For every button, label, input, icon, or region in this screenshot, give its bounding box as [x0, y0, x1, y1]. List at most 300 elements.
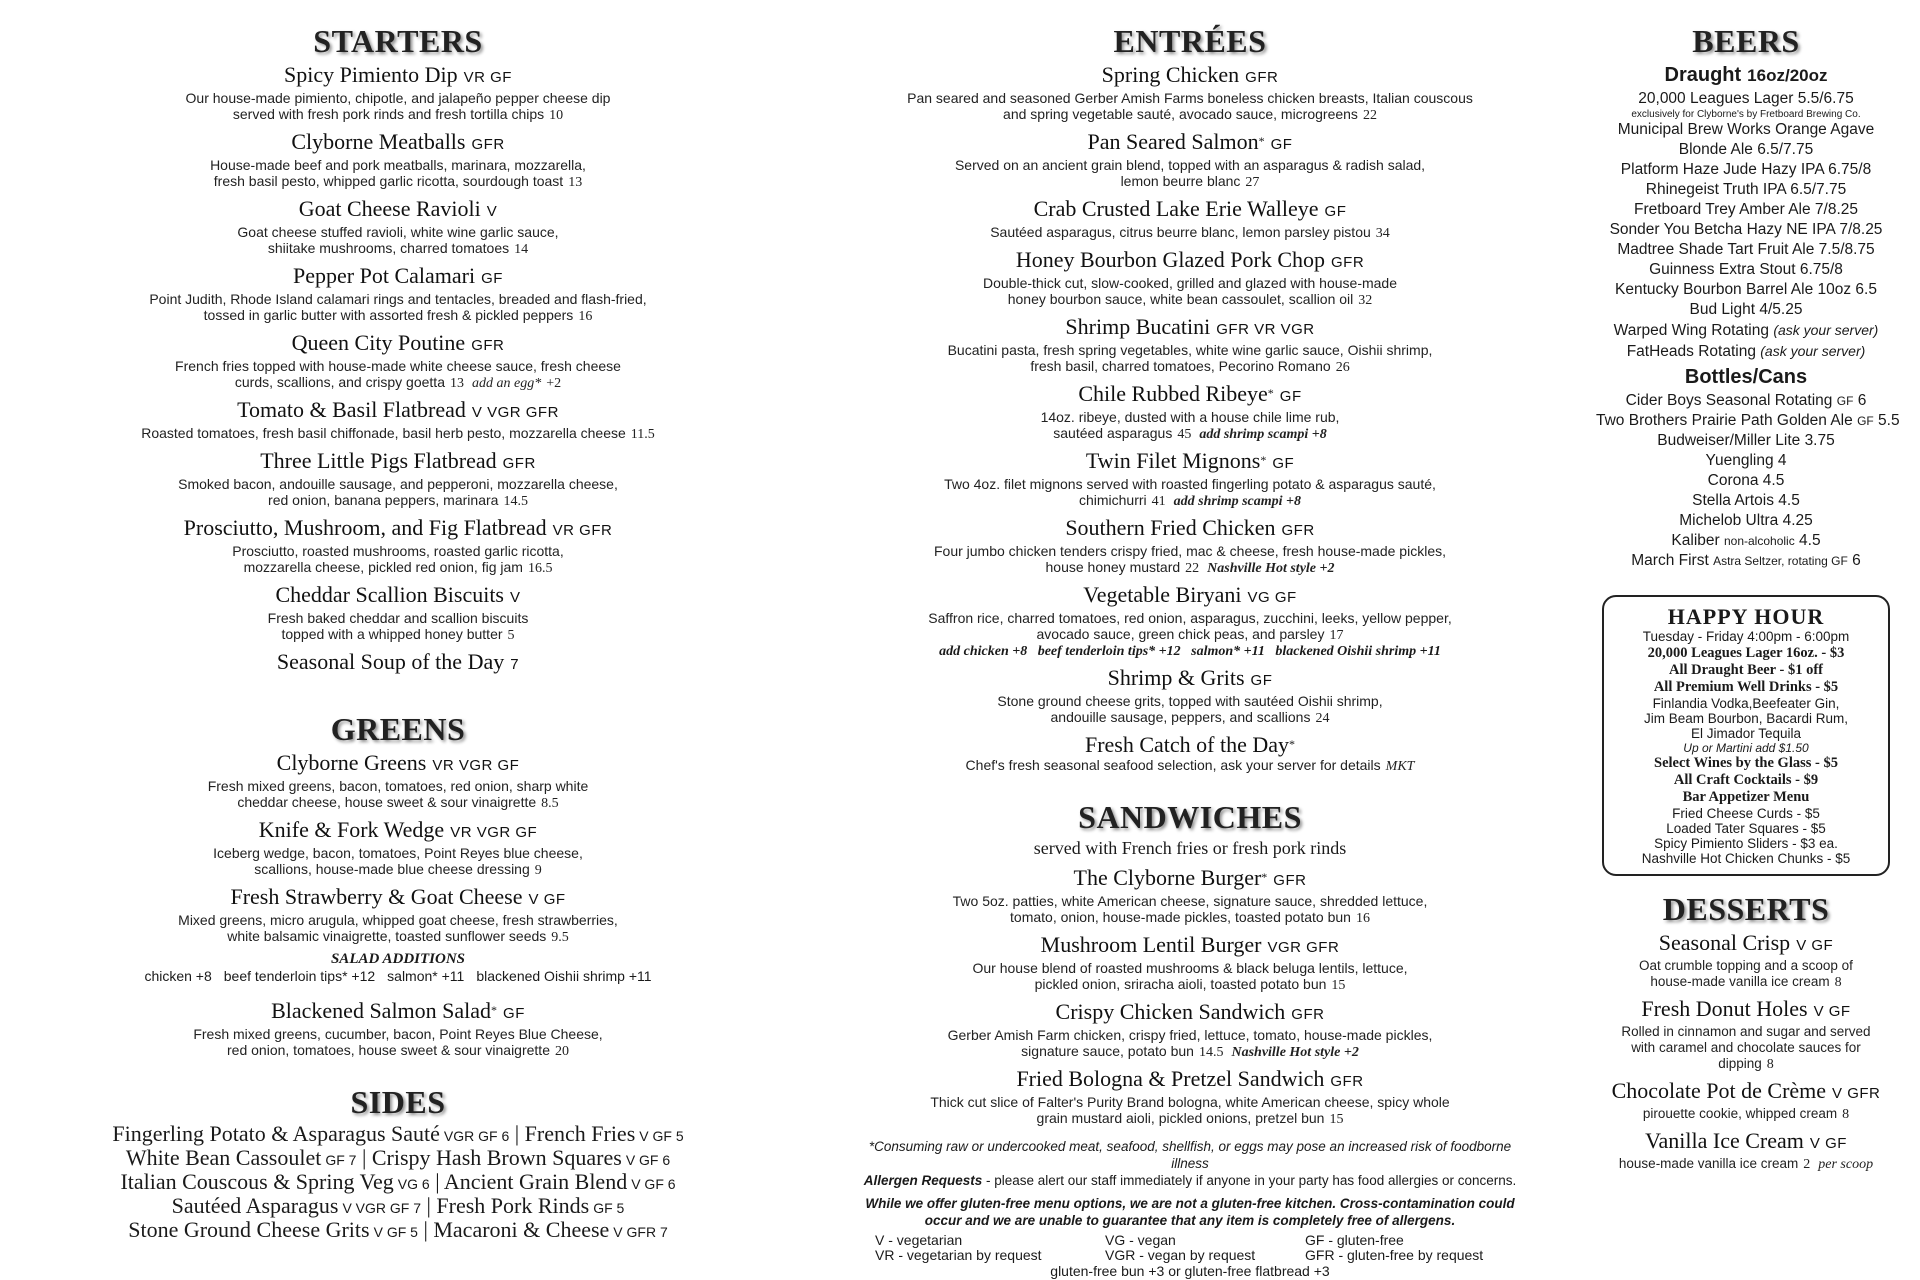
item-description [860, 492, 1520, 510]
beers-heading: BEERS [1692, 23, 1800, 59]
item-price: 5 [507, 628, 515, 643]
item-title: Tomato & Basil Flatbread [237, 397, 466, 422]
beer-name: Bud Light 4/5.25 [1689, 301, 1803, 318]
asterisk: * [1260, 453, 1267, 467]
item-name [860, 1066, 1520, 1094]
dietary-tags: V GF [1809, 1135, 1847, 1152]
item-price: 16 [578, 309, 593, 324]
beer-name: Platform Haze Jude Hazy IPA 6.75/8 [1620, 161, 1872, 178]
dietary-tags: V GF [528, 891, 566, 908]
description-text: Goat cheese stuffed ravioli, white wine garlic sauce, [237, 224, 559, 240]
description-text: topped with a whipped honey butter [281, 626, 503, 642]
description-text: cheddar cheese, house sweet & sour vinaigrette [237, 794, 537, 810]
menu-item [60, 750, 736, 812]
item-description [860, 610, 1520, 626]
menu-item [860, 381, 1520, 443]
item-price: 8.5 [541, 796, 559, 811]
draught-heading [1596, 64, 1896, 87]
item-description [60, 106, 736, 124]
item-title: Knife & Fork Wedge [258, 817, 445, 842]
dietary-tags: GF [1250, 672, 1273, 689]
beer-subnote: exclusively for Clyborne's by Fretboard Brewing Co. [1631, 109, 1861, 120]
raw-food-warning: *Consuming raw or undercooked meat, seafood, shellfish, or eggs may pose an increased risk of foodborne illness [868, 1139, 1512, 1171]
allergen-label: Allergen Requests [863, 1173, 983, 1188]
salad-addition: beef tenderloin tips* +12 [223, 968, 376, 984]
menu-item [860, 448, 1520, 510]
item-description [60, 543, 736, 559]
item-name [860, 932, 1520, 960]
dietary-tags: GF [481, 270, 503, 287]
bottles-heading: Bottles/Cans [1684, 366, 1808, 388]
item-name [60, 884, 736, 912]
item-title: Fried Bologna & Pretzel Sandwich [1016, 1066, 1325, 1091]
divider: | [356, 1145, 372, 1170]
draught-label: Draught [1664, 64, 1742, 86]
description-text: tossed in garlic butter with assorted fresh & pickled peppers [203, 307, 574, 323]
greens-heading: GREENS [330, 711, 466, 747]
description-text: Two 5oz. patties, white American cheese, signature sauce, shredded lettuce, [952, 893, 1428, 909]
item-price: 14 [514, 242, 529, 257]
item-title: Fresh Strawberry & Goat Cheese [230, 884, 523, 909]
bottle-note: GF [1836, 394, 1854, 408]
bottle-name: Stella Artois [1692, 492, 1774, 509]
gluten-free-options: gluten-free bun +3 or gluten-free flatbread +3 [1050, 1263, 1330, 1279]
dietary-tags: V GFR [1832, 1085, 1881, 1102]
menu-item [860, 932, 1520, 994]
item-description [60, 845, 736, 861]
side-tags: GF 5 [593, 1200, 625, 1216]
starters-heading: STARTERS [313, 23, 483, 59]
beer-item [1596, 120, 1896, 140]
item-extras: add chicken +8 beef tenderloin tips* +12 salmon* +11 blackened Oishii shrimp +11 [939, 644, 1441, 659]
bottle-price: 4.5 [1778, 492, 1800, 509]
item-title: Pan Seared Salmon [1087, 129, 1259, 154]
description-text: fresh basil pesto, whipped garlic ricotta, sourdough toast [213, 173, 564, 189]
item-name [60, 330, 736, 358]
item-name [860, 448, 1520, 476]
menu-item [860, 865, 1520, 927]
dietary-tags: GF [1324, 203, 1347, 220]
side-tags: GF 7 [325, 1152, 357, 1168]
side-name: Fingerling Potato & Asparagus Sauté [112, 1121, 440, 1146]
item-name [60, 62, 736, 90]
side-tags: V GFR 7 [613, 1224, 668, 1240]
side-tags: VGR GF 6 [443, 1128, 510, 1144]
item-name [60, 817, 736, 845]
item-description [860, 757, 1520, 775]
item-description [60, 610, 736, 626]
starters-list [60, 62, 736, 677]
beer-name: Warped Wing Rotating [1613, 322, 1769, 339]
item-description [1596, 1024, 1896, 1040]
menu-item [60, 515, 736, 577]
item-title: Mushroom Lentil Burger [1040, 932, 1262, 957]
menu-item [1596, 1128, 1896, 1173]
item-name [860, 247, 1520, 275]
side-name: Fresh Pork Rinds [436, 1193, 590, 1218]
menu-item [60, 129, 736, 191]
item-name [860, 732, 1520, 757]
menu-item [860, 1066, 1520, 1128]
sides-row [60, 1195, 736, 1219]
divider: | [509, 1121, 525, 1146]
item-price: 15 [1331, 978, 1346, 993]
side-name: French Fries [524, 1121, 636, 1146]
legend-entry: VGR - vegan by request [1105, 1247, 1256, 1263]
item-price: 13 [449, 376, 464, 391]
blackened-salmon-salad [60, 998, 736, 1060]
beer-item [1596, 300, 1896, 320]
item-description [60, 307, 736, 325]
bottle-name: Two Brothers Prairie Path Golden Ale [1596, 412, 1853, 429]
bottle-price: 3.75 [1804, 432, 1835, 449]
item-description [860, 1110, 1520, 1128]
item-description [860, 543, 1520, 559]
item-title: Clyborne Greens [276, 750, 427, 775]
dietary-tags: GFR [1245, 69, 1279, 86]
item-name [60, 448, 736, 476]
item-description [860, 425, 1520, 443]
bottle-item [1596, 451, 1896, 471]
item-title: Spring Chicken [1101, 62, 1240, 87]
asterisk: * [1289, 737, 1296, 751]
item-price: 9 [534, 863, 542, 878]
description-text: Oat crumble topping and a scoop of [1639, 958, 1853, 973]
hh-app-item: Spicy Pimiento Sliders - $3 ea. [1654, 836, 1838, 851]
item-description [860, 909, 1520, 927]
dietary-tags: GFR [1291, 1006, 1325, 1023]
side-name: Macaroni & Cheese [433, 1217, 610, 1242]
bottle-item [1596, 411, 1900, 431]
item-price: 14.5 [1198, 1045, 1224, 1060]
item-description [60, 90, 736, 106]
description-text: Stone ground cheese grits, topped with sautéed Oishii shrimp, [997, 693, 1383, 709]
addon-price: +2 [546, 376, 562, 391]
asterisk: * [1267, 386, 1274, 400]
bottle-name: Kaliber [1671, 532, 1720, 549]
description-text: Iceberg wedge, bacon, tomatoes, Point Reyes blue cheese, [213, 845, 583, 861]
item-description [860, 106, 1520, 124]
beer-name: Guinness Extra Stout 6.75/8 [1649, 261, 1843, 278]
side-name: Crispy Hash Brown Squares [371, 1145, 622, 1170]
description-text: white balsamic vinaigrette, toasted sunflower seeds [227, 928, 547, 944]
description-text: served with fresh pork rinds and fresh tortilla chips [232, 106, 545, 122]
legend-entry: GF - gluten-free [1305, 1232, 1404, 1248]
dietary-tags: GF [503, 1005, 525, 1022]
side-name: Ancient Grain Blend [443, 1169, 628, 1194]
asterisk: * [1258, 134, 1265, 148]
item-description [60, 157, 736, 173]
item-description [860, 358, 1520, 376]
item-name [60, 649, 736, 677]
menu-item [1596, 1078, 1896, 1123]
item-description [860, 342, 1520, 358]
description-text: Fresh mixed greens, cucumber, bacon, Point Reyes Blue Cheese, [193, 1026, 603, 1042]
beer-item [1596, 260, 1896, 280]
item-name [60, 196, 736, 224]
sides-row [60, 1219, 736, 1243]
item-description [860, 893, 1520, 909]
item-description [60, 476, 736, 492]
item-name [860, 314, 1520, 342]
description-text: Point Judith, Rhode Island calamari rings and tentacles, breaded and flash-fried, [149, 291, 647, 307]
item-name [860, 665, 1520, 693]
description-text: house honey mustard [1045, 559, 1181, 575]
side-tags: V GF 5 [373, 1224, 418, 1240]
item-description [60, 1042, 736, 1060]
item-description [60, 291, 736, 307]
item-title: Southern Fried Chicken [1065, 515, 1276, 540]
item-title: Crab Crusted Lake Erie Walleye [1033, 196, 1319, 221]
item-description [1596, 1106, 1896, 1123]
description-text: House-made beef and pork meatballs, marinara, mozzarella, [210, 157, 586, 173]
menu-item [860, 665, 1520, 727]
item-title: Chile Rubbed Ribeye [1078, 381, 1268, 406]
item-name [860, 515, 1520, 543]
dietary-tags: V [510, 589, 521, 606]
beer-item [1596, 220, 1896, 240]
item-price: 17 [1329, 628, 1344, 643]
dietary-tags: GFR [1281, 522, 1315, 539]
item-description [60, 240, 736, 258]
item-title: The Clyborne Burger [1073, 865, 1262, 890]
item-name [60, 397, 736, 425]
bottle-price: 4.25 [1782, 512, 1813, 529]
description-text: Four jumbo chicken tenders crispy fried, mac & cheese, fresh house-made pickles, [933, 543, 1446, 559]
side-name: Italian Couscous & Spring Veg [120, 1169, 394, 1194]
happy-hour-box [1602, 595, 1890, 876]
dietary-tags: V [486, 203, 498, 220]
salad-additions-list [60, 968, 736, 984]
item-description [860, 559, 1520, 577]
menu-item [60, 998, 736, 1060]
middle-column [860, 22, 1520, 1280]
description-text: Pan seared and seasoned Gerber Amish Farms boneless chicken breasts, Italian couscous [907, 90, 1473, 106]
item-description [860, 1094, 1520, 1110]
item-name [860, 582, 1520, 610]
hh-app-item: Nashville Hot Chicken Chunks - $5 [1641, 851, 1851, 866]
description-text: house-made vanilla ice cream [1618, 1156, 1799, 1171]
menu-item [860, 62, 1520, 124]
description-text: Fresh baked cheddar and scallion biscuits [267, 610, 529, 626]
menu-item [60, 582, 736, 644]
item-price: 41 [1151, 494, 1166, 509]
bottle-price: 4.5 [1762, 472, 1785, 489]
asterisk: * [1261, 870, 1268, 884]
menu-item [860, 515, 1520, 577]
disclaimer [860, 1138, 1520, 1280]
item-name [1596, 996, 1896, 1024]
item-price: 34 [1375, 226, 1390, 241]
item-description [1596, 958, 1896, 974]
side-tags: VG 6 [397, 1176, 430, 1192]
item-price: 8 [1766, 1057, 1774, 1072]
item-name [60, 582, 736, 610]
sides-row [60, 1123, 736, 1147]
description-text: signature sauce, potato bun [1021, 1043, 1194, 1059]
beer-item [1596, 160, 1896, 180]
description-text: fresh basil, charred tomatoes, Pecorino Romano [1030, 358, 1331, 374]
item-description [60, 912, 736, 928]
bottle-price: 4 [1777, 452, 1787, 469]
bottle-item [1596, 431, 1896, 451]
item-addon: add shrimp scampi +8 [1199, 427, 1327, 442]
description-text: Bucatini pasta, fresh spring vegetables, white wine garlic sauce, Oishii shrimp, [947, 342, 1433, 358]
bottle-item [1596, 491, 1896, 511]
beer-item [1596, 280, 1896, 300]
dietary-tags: VR VGR GF [450, 824, 538, 841]
beer-name: 20,000 Leagues Lager 5.5/6.75 [1638, 90, 1854, 107]
hh-martini: Up or Martini add $1.50 [1683, 741, 1809, 755]
item-name [1596, 1078, 1896, 1106]
item-description [60, 794, 736, 812]
description-text: Roasted tomatoes, fresh basil chiffonade, basil herb pesto, mozzarella cheese [141, 425, 626, 441]
item-addon: add shrimp scampi +8 [1173, 494, 1302, 509]
item-addon: Nashville Hot style +2 [1231, 1045, 1359, 1060]
dietary-tags: GFR [1330, 1073, 1364, 1090]
dietary-tags: GFR [1331, 254, 1365, 271]
salad-addition: chicken +8 [144, 968, 212, 984]
dietary-tags: VR GFR [552, 522, 613, 539]
description-text: grain mustard aioli, pickled onions, pretzel bun [1036, 1110, 1325, 1126]
bottle-note: Astra Seltzer, rotating GF [1713, 554, 1848, 568]
item-title: Twin Filet Mignons [1085, 448, 1261, 473]
description-text: chimichurri [1078, 492, 1147, 508]
beer-name: Fretboard Trey Amber Ale 7/8.25 [1633, 201, 1858, 218]
item-title: Blackened Salmon Salad [271, 998, 492, 1023]
item-title: Queen City Poutine [291, 330, 466, 355]
item-description [860, 960, 1520, 976]
description-text: Rolled in cinnamon and sugar and served [1621, 1024, 1871, 1039]
description-text: tomato, onion, house-made pickles, toasted potato bun [1010, 909, 1351, 925]
legend-entry: GFR - gluten-free by request [1305, 1247, 1484, 1263]
description-text: Saffron rice, charred tomatoes, red onion, asparagus, zucchini, leeks, yellow pepper, [928, 610, 1452, 626]
item-description [860, 409, 1520, 425]
sides-heading: SIDES [350, 1084, 446, 1120]
allergen-text: - please alert our staff immediately if anyone in your party has food allergies or concerns. [982, 1173, 1517, 1188]
item-price: 16 [1355, 911, 1370, 926]
item-price: MKT [1385, 759, 1415, 774]
dietary-tags: GF [1272, 455, 1295, 472]
side-name: Stone Ground Cheese Grits [128, 1217, 370, 1242]
item-description [860, 693, 1520, 709]
description-text: mozzarella cheese, pickled red onion, fig jam [243, 559, 523, 575]
beer-name: Madtree Shade Tart Fruit Ale 7.5/8.75 [1617, 241, 1875, 258]
beer-item [1596, 140, 1896, 160]
bottle-item [1596, 511, 1896, 531]
description-text: Gerber Amish Farm chicken, crispy fried, lettuce, tomato, house-made pickles, [947, 1027, 1433, 1043]
dietary-tags: V VGR GFR [471, 404, 559, 421]
description-text: Two 4oz. filet mignons served with roasted fingerling potato & asparagus sauté, [944, 476, 1436, 492]
item-title: Pepper Pot Calamari [293, 263, 476, 288]
item-description [1596, 974, 1896, 991]
menu-item [60, 884, 736, 946]
item-price: 2 [1803, 1157, 1811, 1172]
item-price: 15 [1329, 1112, 1344, 1127]
item-price: 26 [1335, 360, 1350, 375]
sides-row [60, 1171, 736, 1195]
item-description [60, 425, 736, 443]
sides-list [60, 1123, 736, 1243]
dietary-tags: VGR GFR [1267, 939, 1340, 956]
item-description [1596, 1156, 1896, 1173]
hh-lager: 20,000 Leagues Lager 16oz. - $3 [1647, 645, 1845, 661]
bottle-name: Cider Boys Seasonal Rotating [1625, 392, 1833, 409]
menu-item [1596, 996, 1896, 1073]
item-title: Spicy Pimiento Dip [284, 62, 458, 87]
dietary-tags: GFR [1273, 872, 1307, 889]
bottle-name: Corona [1707, 472, 1759, 489]
item-name [60, 750, 736, 778]
item-title: Shrimp Bucatini [1065, 314, 1211, 339]
item-title: Goat Cheese Ravioli [298, 196, 481, 221]
dietary-tags: GFR [471, 337, 505, 354]
beer-item [1596, 320, 1896, 341]
menu-item [860, 732, 1520, 775]
beer-name: Kentucky Bourbon Barrel Ale 10oz 6.5 [1615, 281, 1877, 298]
dietary-tags: GFR VR VGR [1216, 321, 1315, 338]
item-description [860, 224, 1520, 242]
item-description [60, 559, 736, 577]
item-description [60, 374, 736, 392]
item-description [60, 492, 736, 510]
hh-well-list [1610, 696, 1882, 741]
description-text: with caramel and chocolate sauces for [1631, 1040, 1861, 1055]
left-column [60, 22, 736, 1243]
item-price: 24 [1315, 711, 1330, 726]
item-name [860, 196, 1520, 224]
item-price: 20 [554, 1044, 569, 1059]
happy-hour-title: HAPPY HOUR [1667, 604, 1825, 629]
item-name [60, 263, 736, 291]
dietary-tags: V GF [1796, 937, 1834, 954]
draught-list [1596, 89, 1896, 362]
desserts-list [1596, 930, 1896, 1173]
item-description [60, 778, 736, 794]
description-text: Our house blend of roasted mushrooms & black beluga lentils, lettuce, [972, 960, 1408, 976]
hh-well: All Premium Well Drinks - $5 [1653, 679, 1839, 695]
item-description [860, 1043, 1520, 1061]
menu-item [60, 448, 736, 510]
description-text: pickled onion, sriracha aioli, toasted potato bun [1034, 976, 1327, 992]
item-title: Honey Bourbon Glazed Pork Chop [1015, 247, 1325, 272]
beer-item [1596, 341, 1896, 362]
menu-item [860, 129, 1520, 191]
menu-item [60, 817, 736, 879]
side-tags: V GF 6 [625, 1152, 671, 1168]
salad-additions-heading: SALAD ADDITIONS [330, 951, 466, 967]
description-text: Chef's fresh seasonal seafood selection, ask your server for details [965, 757, 1381, 773]
dietary-tags: V GF [1813, 1003, 1851, 1020]
item-price: 16.5 [527, 561, 553, 576]
dietary-tags: GFR [471, 136, 505, 153]
beer-name: Rhinegeist Truth IPA 6.5/7.75 [1645, 181, 1847, 198]
description-text: avocado sauce, green chick peas, and parsley [1036, 626, 1325, 642]
item-description [860, 275, 1520, 291]
description-text: dipping [1718, 1056, 1762, 1071]
item-title: Seasonal Soup of the Day [276, 649, 505, 674]
item-price: 8 [1834, 975, 1842, 990]
item-description [1596, 1040, 1896, 1056]
side-name: White Bean Cassoulet [125, 1145, 322, 1170]
item-title: Seasonal Crisp [1658, 930, 1791, 955]
dietary-tags: GFR [502, 455, 536, 472]
item-title: Clyborne Meatballs [291, 129, 466, 154]
beer-item [1596, 180, 1896, 200]
description-text: Smoked bacon, andouille sausage, and pepperoni, mozzarella cheese, [178, 476, 618, 492]
side-tags: V GF 5 [639, 1128, 684, 1144]
item-price: 45 [1177, 427, 1192, 442]
